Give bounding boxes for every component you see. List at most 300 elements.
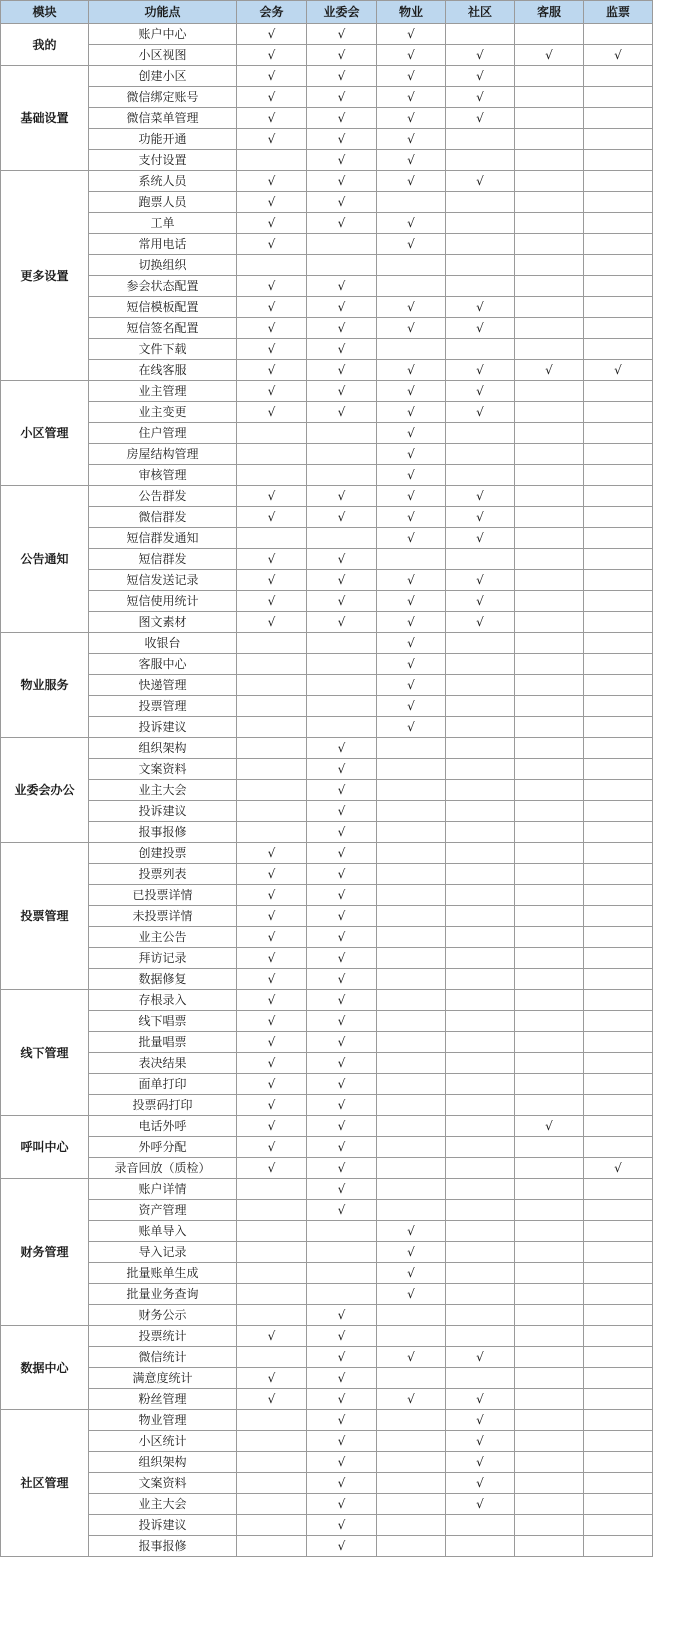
empty-cell <box>584 885 653 906</box>
check-mark-cell: √ <box>307 1179 377 1200</box>
empty-cell <box>584 1452 653 1473</box>
module-cell: 呼叫中心 <box>1 1116 89 1179</box>
check-mark-cell: √ <box>237 318 307 339</box>
check-mark-cell: √ <box>377 234 446 255</box>
column-header: 会务 <box>237 1 307 24</box>
check-mark-cell: √ <box>307 297 377 318</box>
empty-cell <box>584 1431 653 1452</box>
empty-cell <box>515 549 584 570</box>
check-mark-cell: √ <box>307 171 377 192</box>
empty-cell <box>584 486 653 507</box>
check-mark-cell: √ <box>237 885 307 906</box>
empty-cell <box>515 822 584 843</box>
empty-cell <box>515 528 584 549</box>
check-mark-cell: √ <box>307 822 377 843</box>
feature-cell: 支付设置 <box>89 150 237 171</box>
table-row <box>1 906 653 927</box>
table-row <box>1 1326 653 1347</box>
check-mark-cell: √ <box>377 129 446 150</box>
empty-cell <box>515 255 584 276</box>
check-mark-cell: √ <box>377 24 446 45</box>
check-mark-cell: √ <box>307 45 377 66</box>
empty-cell <box>584 1263 653 1284</box>
table-row <box>1 1011 653 1032</box>
feature-cell: 住户管理 <box>89 423 237 444</box>
check-mark-cell: √ <box>237 1074 307 1095</box>
empty-cell <box>446 948 515 969</box>
empty-cell <box>237 1179 307 1200</box>
empty-cell <box>446 1095 515 1116</box>
feature-cell: 收银台 <box>89 633 237 654</box>
table-row <box>1 507 653 528</box>
check-mark-cell: √ <box>237 381 307 402</box>
table-row <box>1 360 653 381</box>
empty-cell <box>584 129 653 150</box>
check-mark-cell: √ <box>307 1494 377 1515</box>
feature-cell: 审核管理 <box>89 465 237 486</box>
check-mark-cell: √ <box>515 360 584 381</box>
empty-cell <box>515 843 584 864</box>
check-mark-cell: √ <box>307 318 377 339</box>
empty-cell <box>584 1074 653 1095</box>
empty-cell <box>584 1200 653 1221</box>
feature-cell: 客服中心 <box>89 654 237 675</box>
empty-cell <box>584 24 653 45</box>
check-mark-cell: √ <box>237 1389 307 1410</box>
check-mark-cell: √ <box>237 66 307 87</box>
empty-cell <box>584 780 653 801</box>
column-header: 模块 <box>1 1 89 24</box>
empty-cell <box>237 1431 307 1452</box>
feature-cell: 微信菜单管理 <box>89 108 237 129</box>
empty-cell <box>237 528 307 549</box>
check-mark-cell: √ <box>307 1053 377 1074</box>
check-mark-cell: √ <box>377 1389 446 1410</box>
check-mark-cell: √ <box>446 1494 515 1515</box>
feature-cell: 创建小区 <box>89 66 237 87</box>
empty-cell <box>584 108 653 129</box>
empty-cell <box>584 549 653 570</box>
module-cell: 线下管理 <box>1 990 89 1116</box>
empty-cell <box>515 1011 584 1032</box>
check-mark-cell: √ <box>237 486 307 507</box>
table-header <box>1 1 653 24</box>
feature-cell: 物业管理 <box>89 1410 237 1431</box>
empty-cell <box>515 675 584 696</box>
table-row <box>1 276 653 297</box>
module-cell: 投票管理 <box>1 843 89 990</box>
check-mark-cell: √ <box>446 1473 515 1494</box>
check-mark-cell: √ <box>446 171 515 192</box>
feature-cell: 业主管理 <box>89 381 237 402</box>
empty-cell <box>377 906 446 927</box>
feature-cell: 拜访记录 <box>89 948 237 969</box>
empty-cell <box>446 843 515 864</box>
empty-cell <box>515 1179 584 1200</box>
empty-cell <box>584 843 653 864</box>
empty-cell <box>515 1389 584 1410</box>
empty-cell <box>515 591 584 612</box>
empty-cell <box>446 969 515 990</box>
empty-cell <box>377 927 446 948</box>
feature-cell: 组织架构 <box>89 1452 237 1473</box>
feature-cell: 业主公告 <box>89 927 237 948</box>
feature-cell: 跑票人员 <box>89 192 237 213</box>
empty-cell <box>237 444 307 465</box>
empty-cell <box>515 885 584 906</box>
empty-cell <box>584 213 653 234</box>
feature-cell: 账单导入 <box>89 1221 237 1242</box>
empty-cell <box>377 738 446 759</box>
check-mark-cell: √ <box>307 150 377 171</box>
empty-cell <box>584 381 653 402</box>
check-mark-cell: √ <box>446 507 515 528</box>
table-row <box>1 801 653 822</box>
empty-cell <box>515 1410 584 1431</box>
module-cell: 更多设置 <box>1 171 89 381</box>
table-row <box>1 885 653 906</box>
empty-cell <box>446 633 515 654</box>
empty-cell <box>446 927 515 948</box>
empty-cell <box>446 1221 515 1242</box>
check-mark-cell: √ <box>377 1263 446 1284</box>
empty-cell <box>584 1179 653 1200</box>
empty-cell <box>446 150 515 171</box>
empty-cell <box>584 171 653 192</box>
empty-cell <box>515 969 584 990</box>
table-row <box>1 927 653 948</box>
check-mark-cell: √ <box>237 507 307 528</box>
check-mark-cell: √ <box>237 927 307 948</box>
table-row <box>1 1200 653 1221</box>
table-row <box>1 948 653 969</box>
check-mark-cell: √ <box>307 381 377 402</box>
empty-cell <box>515 1305 584 1326</box>
check-mark-cell: √ <box>237 969 307 990</box>
empty-cell <box>377 1515 446 1536</box>
check-mark-cell: √ <box>377 213 446 234</box>
check-mark-cell: √ <box>446 297 515 318</box>
empty-cell <box>237 1452 307 1473</box>
check-mark-cell: √ <box>237 612 307 633</box>
empty-cell <box>515 1368 584 1389</box>
empty-cell <box>237 1200 307 1221</box>
empty-cell <box>584 528 653 549</box>
empty-cell <box>446 675 515 696</box>
check-mark-cell: √ <box>307 24 377 45</box>
check-mark-cell: √ <box>446 87 515 108</box>
feature-cell: 账户详情 <box>89 1179 237 1200</box>
empty-cell <box>515 654 584 675</box>
check-mark-cell: √ <box>237 24 307 45</box>
check-mark-cell: √ <box>377 297 446 318</box>
empty-cell <box>584 1410 653 1431</box>
empty-cell <box>584 612 653 633</box>
table-row <box>1 1242 653 1263</box>
check-mark-cell: √ <box>307 570 377 591</box>
check-mark-cell: √ <box>307 927 377 948</box>
check-mark-cell: √ <box>307 1473 377 1494</box>
empty-cell <box>584 276 653 297</box>
feature-cell: 未投票详情 <box>89 906 237 927</box>
empty-cell <box>515 759 584 780</box>
empty-cell <box>515 444 584 465</box>
check-mark-cell: √ <box>237 129 307 150</box>
check-mark-cell: √ <box>307 1137 377 1158</box>
check-mark-cell: √ <box>237 1368 307 1389</box>
empty-cell <box>377 1053 446 1074</box>
empty-cell <box>307 465 377 486</box>
empty-cell <box>584 507 653 528</box>
empty-cell <box>237 633 307 654</box>
empty-cell <box>377 990 446 1011</box>
empty-cell <box>377 885 446 906</box>
empty-cell <box>515 1032 584 1053</box>
table-row <box>1 1221 653 1242</box>
empty-cell <box>515 318 584 339</box>
check-mark-cell: √ <box>307 843 377 864</box>
empty-cell <box>446 1536 515 1557</box>
check-mark-cell: √ <box>377 570 446 591</box>
check-mark-cell: √ <box>446 1347 515 1368</box>
column-header: 业委会 <box>307 1 377 24</box>
empty-cell <box>515 633 584 654</box>
empty-cell <box>584 591 653 612</box>
table-row <box>1 1494 653 1515</box>
table-row <box>1 213 653 234</box>
empty-cell <box>446 717 515 738</box>
table-row <box>1 381 653 402</box>
empty-cell <box>377 969 446 990</box>
feature-cell: 粉丝管理 <box>89 1389 237 1410</box>
check-mark-cell: √ <box>377 654 446 675</box>
empty-cell <box>307 255 377 276</box>
check-mark-cell: √ <box>307 66 377 87</box>
empty-cell <box>307 696 377 717</box>
empty-cell <box>584 570 653 591</box>
check-mark-cell: √ <box>307 108 377 129</box>
check-mark-cell: √ <box>307 591 377 612</box>
check-mark-cell: √ <box>237 87 307 108</box>
check-mark-cell: √ <box>446 1410 515 1431</box>
feature-cell: 短信使用统计 <box>89 591 237 612</box>
column-header: 物业 <box>377 1 446 24</box>
empty-cell <box>584 969 653 990</box>
table-row <box>1 591 653 612</box>
empty-cell <box>446 780 515 801</box>
check-mark-cell: √ <box>237 276 307 297</box>
empty-cell <box>446 192 515 213</box>
empty-cell <box>377 1452 446 1473</box>
table-row <box>1 1410 653 1431</box>
check-mark-cell: √ <box>307 990 377 1011</box>
check-mark-cell: √ <box>584 360 653 381</box>
check-mark-cell: √ <box>307 969 377 990</box>
empty-cell <box>515 423 584 444</box>
empty-cell <box>515 948 584 969</box>
empty-cell <box>307 423 377 444</box>
check-mark-cell: √ <box>377 486 446 507</box>
table-row <box>1 402 653 423</box>
check-mark-cell: √ <box>377 1347 446 1368</box>
feature-cell: 短信群发 <box>89 549 237 570</box>
check-mark-cell: √ <box>237 1053 307 1074</box>
empty-cell <box>446 1305 515 1326</box>
empty-cell <box>515 1473 584 1494</box>
empty-cell <box>515 192 584 213</box>
empty-cell <box>446 654 515 675</box>
empty-cell <box>584 1284 653 1305</box>
empty-cell <box>377 1494 446 1515</box>
empty-cell <box>307 1284 377 1305</box>
check-mark-cell: √ <box>237 108 307 129</box>
check-mark-cell: √ <box>307 864 377 885</box>
check-mark-cell: √ <box>237 843 307 864</box>
empty-cell <box>584 1242 653 1263</box>
empty-cell <box>515 1200 584 1221</box>
empty-cell <box>446 465 515 486</box>
empty-cell <box>377 192 446 213</box>
empty-cell <box>515 465 584 486</box>
feature-cell: 小区视图 <box>89 45 237 66</box>
empty-cell <box>515 234 584 255</box>
empty-cell <box>515 1536 584 1557</box>
check-mark-cell: √ <box>307 1431 377 1452</box>
empty-cell <box>237 150 307 171</box>
feature-cell: 业主大会 <box>89 780 237 801</box>
check-mark-cell: √ <box>377 612 446 633</box>
check-mark-cell: √ <box>307 507 377 528</box>
empty-cell <box>237 465 307 486</box>
check-mark-cell: √ <box>307 1410 377 1431</box>
empty-cell <box>237 255 307 276</box>
module-cell: 物业服务 <box>1 633 89 738</box>
empty-cell <box>515 213 584 234</box>
header-row <box>1 1 653 24</box>
feature-cell: 批量账单生成 <box>89 1263 237 1284</box>
feature-cell: 公告群发 <box>89 486 237 507</box>
empty-cell <box>237 1494 307 1515</box>
empty-cell <box>584 87 653 108</box>
feature-cell: 投诉建议 <box>89 717 237 738</box>
check-mark-cell: √ <box>237 1137 307 1158</box>
table-row <box>1 1179 653 1200</box>
empty-cell <box>377 759 446 780</box>
table-row <box>1 465 653 486</box>
empty-cell <box>515 486 584 507</box>
empty-cell <box>237 822 307 843</box>
table-row <box>1 675 653 696</box>
table-row <box>1 1368 653 1389</box>
empty-cell <box>515 276 584 297</box>
empty-cell <box>307 1263 377 1284</box>
empty-cell <box>515 108 584 129</box>
table-row <box>1 1284 653 1305</box>
table-row <box>1 66 653 87</box>
empty-cell <box>515 801 584 822</box>
empty-cell <box>307 633 377 654</box>
empty-cell <box>377 948 446 969</box>
empty-cell <box>515 1053 584 1074</box>
empty-cell <box>446 1116 515 1137</box>
feature-cell: 投票码打印 <box>89 1095 237 1116</box>
table-row <box>1 1305 653 1326</box>
empty-cell <box>446 1158 515 1179</box>
check-mark-cell: √ <box>237 234 307 255</box>
empty-cell <box>446 1263 515 1284</box>
check-mark-cell: √ <box>446 1389 515 1410</box>
empty-cell <box>584 402 653 423</box>
empty-cell <box>584 990 653 1011</box>
empty-cell <box>515 507 584 528</box>
check-mark-cell: √ <box>584 1158 653 1179</box>
empty-cell <box>584 717 653 738</box>
empty-cell <box>584 906 653 927</box>
empty-cell <box>515 906 584 927</box>
table-row <box>1 171 653 192</box>
empty-cell <box>515 171 584 192</box>
check-mark-cell: √ <box>307 1116 377 1137</box>
feature-cell: 常用电话 <box>89 234 237 255</box>
feature-cell: 面单打印 <box>89 1074 237 1095</box>
empty-cell <box>377 1536 446 1557</box>
empty-cell <box>446 759 515 780</box>
check-mark-cell: √ <box>237 906 307 927</box>
check-mark-cell: √ <box>377 171 446 192</box>
empty-cell <box>377 1326 446 1347</box>
empty-cell <box>446 1137 515 1158</box>
empty-cell <box>515 1221 584 1242</box>
empty-cell <box>515 1494 584 1515</box>
empty-cell <box>446 1368 515 1389</box>
check-mark-cell: √ <box>446 486 515 507</box>
feature-cell: 投诉建议 <box>89 1515 237 1536</box>
empty-cell <box>307 234 377 255</box>
feature-cell: 录音回放（质检） <box>89 1158 237 1179</box>
empty-cell <box>584 675 653 696</box>
empty-cell <box>377 1032 446 1053</box>
feature-cell: 微信绑定账号 <box>89 87 237 108</box>
module-cell: 业委会办公 <box>1 738 89 843</box>
check-mark-cell: √ <box>446 318 515 339</box>
empty-cell <box>584 1137 653 1158</box>
table-row <box>1 192 653 213</box>
check-mark-cell: √ <box>584 45 653 66</box>
empty-cell <box>515 1515 584 1536</box>
feature-cell: 文案资料 <box>89 759 237 780</box>
module-cell: 社区管理 <box>1 1410 89 1557</box>
empty-cell <box>307 1242 377 1263</box>
check-mark-cell: √ <box>377 318 446 339</box>
empty-cell <box>515 1158 584 1179</box>
table-row <box>1 612 653 633</box>
empty-cell <box>584 423 653 444</box>
feature-cell: 数据修复 <box>89 969 237 990</box>
check-mark-cell: √ <box>377 150 446 171</box>
feature-cell: 短信签名配置 <box>89 318 237 339</box>
empty-cell <box>446 1242 515 1263</box>
check-mark-cell: √ <box>237 570 307 591</box>
empty-cell <box>515 1326 584 1347</box>
feature-cell: 小区统计 <box>89 1431 237 1452</box>
empty-cell <box>237 1305 307 1326</box>
empty-cell <box>307 528 377 549</box>
feature-cell: 表决结果 <box>89 1053 237 1074</box>
empty-cell <box>446 1011 515 1032</box>
check-mark-cell: √ <box>237 45 307 66</box>
feature-cell: 报事报修 <box>89 1536 237 1557</box>
empty-cell <box>446 423 515 444</box>
